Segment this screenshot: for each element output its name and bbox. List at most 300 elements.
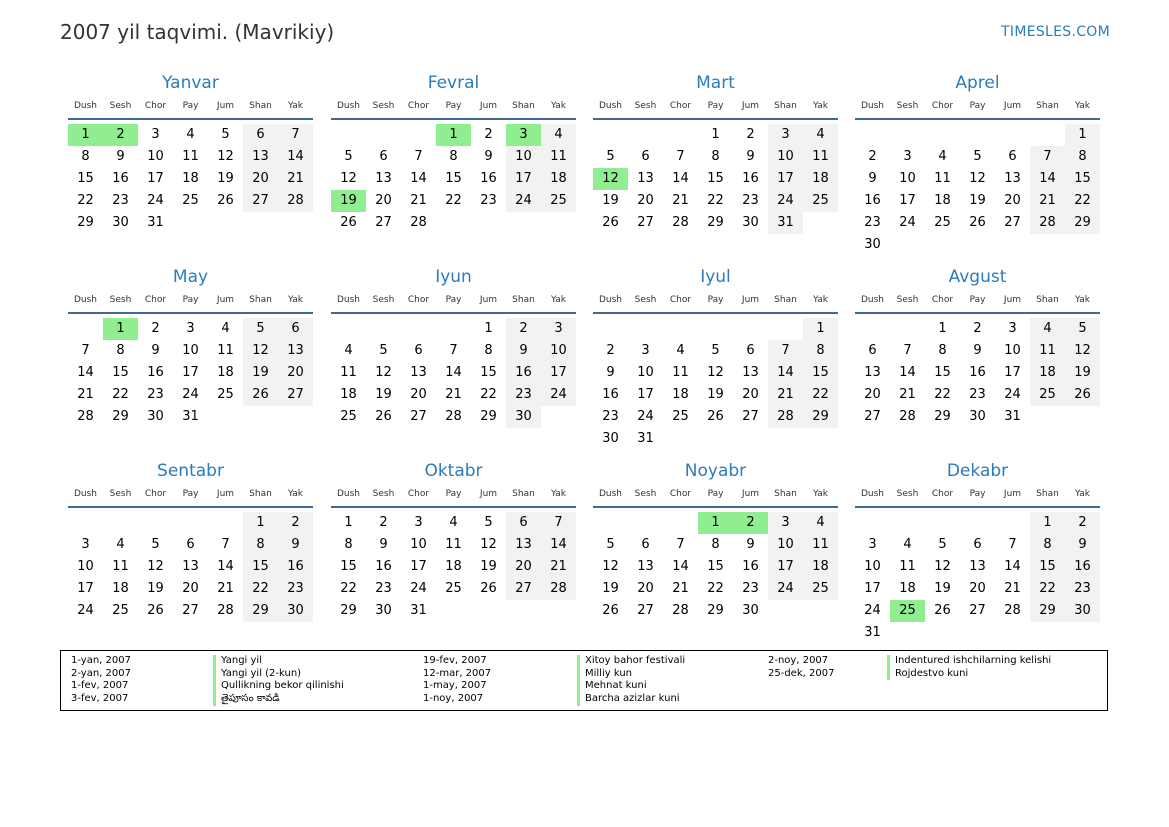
empty-cell bbox=[1030, 124, 1065, 146]
day-cell: 28 bbox=[445, 409, 462, 424]
empty-cell bbox=[331, 318, 366, 340]
day-cell: 10 bbox=[506, 146, 541, 168]
day-cell: 14 bbox=[899, 365, 916, 380]
day-cell: 24 bbox=[182, 387, 199, 402]
weekday-label: Sesh bbox=[372, 295, 395, 305]
day-cell: 3 bbox=[414, 515, 423, 530]
day-cell: 15 bbox=[707, 559, 724, 574]
empty-cell bbox=[663, 318, 698, 340]
day-cell: 27 bbox=[506, 578, 541, 600]
day-grid bbox=[68, 318, 313, 428]
holiday-dates bbox=[423, 655, 491, 706]
day-cell: 21 bbox=[217, 581, 234, 596]
month-iyun bbox=[331, 267, 576, 428]
day-cell: 15 bbox=[480, 365, 497, 380]
day-cell: 6 bbox=[186, 537, 195, 552]
day-cell: 21 bbox=[1004, 581, 1021, 596]
day-cell: 15 bbox=[707, 171, 724, 186]
weekday-label: Shan bbox=[512, 101, 535, 111]
day-cell: 15 bbox=[1030, 556, 1065, 578]
weekday-label: Dush bbox=[598, 489, 623, 499]
day-cell: 21 bbox=[672, 193, 689, 208]
day-cell: 21 bbox=[445, 387, 462, 402]
day-cell: 10 bbox=[541, 340, 576, 362]
day-cell: 3 bbox=[186, 321, 195, 336]
day-cell: 2 bbox=[973, 321, 982, 336]
day-cell: 1 bbox=[1030, 512, 1065, 534]
day-cell: 17 bbox=[864, 581, 881, 596]
day-cell: 13 bbox=[506, 534, 541, 556]
day-cell: 22 bbox=[112, 387, 129, 402]
holiday-name: Milliy kun bbox=[577, 668, 685, 681]
day-cell: 24 bbox=[410, 581, 427, 596]
day-cell: 14 bbox=[768, 362, 803, 384]
day-cell: 13 bbox=[182, 559, 199, 574]
day-cell: 17 bbox=[77, 581, 94, 596]
weekday-label: Dush bbox=[860, 295, 885, 305]
weekday-label: Chor bbox=[144, 295, 167, 305]
weekday-label: Dush bbox=[336, 489, 361, 499]
day-cell: 24 bbox=[77, 603, 94, 618]
day-cell: 6 bbox=[868, 343, 877, 358]
day-cell: 4 bbox=[903, 537, 912, 552]
day-cell: 26 bbox=[340, 215, 357, 230]
day-cell: 25 bbox=[541, 190, 576, 212]
weekday-label: Chor bbox=[144, 489, 167, 499]
day-cell: 26 bbox=[969, 215, 986, 230]
day-cell: 12 bbox=[707, 365, 724, 380]
day-grid bbox=[855, 512, 1100, 644]
day-cell: 4 bbox=[1030, 318, 1065, 340]
weekday-label: Jum bbox=[741, 101, 760, 111]
day-cell: 18 bbox=[672, 387, 689, 402]
day-cell: 18 bbox=[445, 559, 462, 574]
day-cell: 4 bbox=[344, 343, 353, 358]
day-cell: 11 bbox=[1030, 340, 1065, 362]
day-cell: 10 bbox=[182, 343, 199, 358]
day-cell: 21 bbox=[77, 387, 94, 402]
weekday-label: Pay bbox=[969, 489, 986, 499]
day-cell: 25 bbox=[340, 409, 357, 424]
holiday-name: తైపూసం కావడి bbox=[213, 693, 344, 706]
day-cell: 17 bbox=[182, 365, 199, 380]
day-cell: 20 bbox=[969, 581, 986, 596]
day-grid bbox=[855, 124, 1100, 256]
weekday-label: Yak bbox=[813, 295, 828, 305]
weekday-label: Shan bbox=[774, 295, 797, 305]
weekday-label: Pay bbox=[707, 101, 724, 111]
day-cell: 4 bbox=[803, 512, 838, 534]
day-cell: 28 bbox=[1004, 603, 1021, 618]
day-cell: 3 bbox=[541, 318, 576, 340]
day-cell: 16 bbox=[112, 171, 129, 186]
day-cell: 6 bbox=[641, 149, 650, 164]
day-cell: 20 bbox=[637, 193, 654, 208]
day-cell: 5 bbox=[938, 537, 947, 552]
month-name: Iyun bbox=[435, 267, 472, 287]
day-cell: 23 bbox=[278, 578, 313, 600]
day-cell: 24 bbox=[768, 578, 803, 600]
empty-cell bbox=[890, 512, 925, 534]
day-cell: 16 bbox=[969, 365, 986, 380]
month-noyabr bbox=[593, 461, 838, 622]
day-cell: 5 bbox=[243, 318, 278, 340]
weekday-label: Chor bbox=[407, 489, 430, 499]
day-cell: 11 bbox=[182, 149, 199, 164]
weekday-label: Jum bbox=[1003, 295, 1022, 305]
day-cell: 9 bbox=[151, 343, 160, 358]
weekday-label: Shan bbox=[1036, 101, 1059, 111]
day-cell: 9 bbox=[484, 149, 493, 164]
day-cell: 30 bbox=[147, 409, 164, 424]
day-cell: 28 bbox=[77, 409, 94, 424]
day-cell: 15 bbox=[445, 171, 462, 186]
holiday-date: 1-yan, 2007 bbox=[71, 655, 131, 666]
day-cell: 24 bbox=[147, 193, 164, 208]
holiday-day: 2 bbox=[733, 512, 768, 534]
weekday-label: Chor bbox=[931, 489, 954, 499]
holiday-name: Barcha azizlar kuni bbox=[577, 693, 685, 706]
day-cell: 28 bbox=[541, 578, 576, 600]
day-grid bbox=[855, 318, 1100, 428]
day-cell: 20 bbox=[243, 168, 278, 190]
month-name: Aprel bbox=[955, 73, 1000, 93]
empty-cell bbox=[768, 318, 803, 340]
day-cell: 26 bbox=[243, 384, 278, 406]
empty-cell bbox=[698, 318, 733, 340]
weekday-label: Jum bbox=[216, 101, 235, 111]
month-mart bbox=[593, 73, 838, 234]
day-cell: 13 bbox=[864, 365, 881, 380]
day-cell: 18 bbox=[934, 193, 951, 208]
holiday-date: 1-may, 2007 bbox=[423, 680, 487, 692]
weekday-label: Pay bbox=[182, 489, 199, 499]
day-cell: 23 bbox=[742, 581, 759, 596]
day-cell: 30 bbox=[375, 603, 392, 618]
weekday-label: Pay bbox=[182, 295, 199, 305]
weekday-label: Sesh bbox=[896, 489, 919, 499]
day-cell: 14 bbox=[77, 365, 94, 380]
day-cell: 29 bbox=[1065, 212, 1100, 234]
day-cell: 28 bbox=[899, 409, 916, 424]
day-cell: 6 bbox=[746, 343, 755, 358]
empty-cell bbox=[663, 512, 698, 534]
day-cell: 29 bbox=[77, 215, 94, 230]
day-cell: 29 bbox=[707, 215, 724, 230]
day-cell: 3 bbox=[903, 149, 912, 164]
weekday-label: Pay bbox=[707, 295, 724, 305]
day-cell: 9 bbox=[746, 149, 755, 164]
day-cell: 19 bbox=[969, 193, 986, 208]
month-name: Noyabr bbox=[684, 461, 747, 481]
day-cell: 3 bbox=[768, 512, 803, 534]
day-cell: 27 bbox=[182, 603, 199, 618]
day-cell: 5 bbox=[606, 537, 615, 552]
day-cell: 3 bbox=[768, 124, 803, 146]
day-cell: 14 bbox=[541, 534, 576, 556]
day-grid bbox=[593, 124, 838, 234]
month-dekabr bbox=[855, 461, 1100, 644]
day-cell: 7 bbox=[221, 537, 230, 552]
day-cell: 31 bbox=[1004, 409, 1021, 424]
day-cell: 29 bbox=[1030, 600, 1065, 622]
weekday-label: Shan bbox=[512, 295, 535, 305]
day-cell: 28 bbox=[768, 406, 803, 428]
day-cell: 11 bbox=[541, 146, 576, 168]
day-cell: 12 bbox=[217, 149, 234, 164]
day-cell: 10 bbox=[1004, 343, 1021, 358]
day-cell: 14 bbox=[672, 559, 689, 574]
day-cell: 18 bbox=[112, 581, 129, 596]
weekday-label: Jum bbox=[741, 295, 760, 305]
day-cell: 20 bbox=[410, 387, 427, 402]
weekday-label: Shan bbox=[1036, 295, 1059, 305]
day-cell: 19 bbox=[480, 559, 497, 574]
holiday-day: 12 bbox=[593, 168, 628, 190]
month-name: Oktabr bbox=[424, 461, 483, 481]
day-cell: 15 bbox=[934, 365, 951, 380]
day-cell: 23 bbox=[742, 193, 759, 208]
day-cell: 22 bbox=[803, 384, 838, 406]
day-cell: 16 bbox=[742, 171, 759, 186]
holiday-name: Yangi yil bbox=[213, 655, 344, 668]
day-cell: 16 bbox=[375, 559, 392, 574]
day-cell: 17 bbox=[147, 171, 164, 186]
holiday-name: Yangi yil (2-kun) bbox=[213, 668, 344, 681]
day-cell: 23 bbox=[602, 409, 619, 424]
day-cell: 27 bbox=[742, 409, 759, 424]
day-cell: 30 bbox=[112, 215, 129, 230]
day-cell: 7 bbox=[676, 537, 685, 552]
weekday-label: Pay bbox=[707, 489, 724, 499]
day-cell: 12 bbox=[243, 340, 278, 362]
day-cell: 20 bbox=[1004, 193, 1021, 208]
day-cell: 23 bbox=[480, 193, 497, 208]
holiday-names bbox=[887, 655, 1051, 680]
day-cell: 12 bbox=[934, 559, 951, 574]
month-avgust bbox=[855, 267, 1100, 428]
day-grid bbox=[331, 512, 576, 622]
day-cell: 20 bbox=[506, 556, 541, 578]
day-cell: 27 bbox=[969, 603, 986, 618]
weekday-label: Dush bbox=[860, 101, 885, 111]
day-cell: 27 bbox=[375, 215, 392, 230]
empty-cell bbox=[68, 318, 103, 340]
weekday-label: Shan bbox=[249, 295, 272, 305]
site-link[interactable]: TIMESLES.COM bbox=[1001, 24, 1110, 40]
weekday-label: Jum bbox=[1003, 489, 1022, 499]
day-cell: 4 bbox=[116, 537, 125, 552]
day-cell: 4 bbox=[449, 515, 458, 530]
day-cell: 11 bbox=[340, 365, 357, 380]
weekday-label: Pay bbox=[445, 101, 462, 111]
weekday-label: Yak bbox=[1075, 101, 1090, 111]
day-cell: 16 bbox=[864, 193, 881, 208]
day-cell: 23 bbox=[864, 215, 881, 230]
holiday-name: Mehnat kuni bbox=[577, 680, 685, 693]
empty-cell bbox=[960, 512, 995, 534]
day-cell: 1 bbox=[243, 512, 278, 534]
day-cell: 17 bbox=[768, 556, 803, 578]
holiday-date: 19-fev, 2007 bbox=[423, 655, 487, 666]
day-cell: 10 bbox=[768, 146, 803, 168]
day-cell: 19 bbox=[217, 171, 234, 186]
day-cell: 23 bbox=[506, 384, 541, 406]
day-cell: 10 bbox=[77, 559, 94, 574]
empty-cell bbox=[366, 318, 401, 340]
day-cell: 9 bbox=[868, 171, 877, 186]
day-cell: 9 bbox=[746, 537, 755, 552]
day-cell: 7 bbox=[449, 343, 458, 358]
day-cell: 12 bbox=[340, 171, 357, 186]
day-cell: 7 bbox=[414, 149, 423, 164]
holiday-name: Rojdestvo kuni bbox=[887, 668, 1051, 681]
empty-cell bbox=[960, 124, 995, 146]
empty-cell bbox=[890, 124, 925, 146]
day-cell: 24 bbox=[1004, 387, 1021, 402]
day-cell: 5 bbox=[379, 343, 388, 358]
weekday-header bbox=[68, 99, 313, 120]
day-cell: 21 bbox=[899, 387, 916, 402]
empty-cell bbox=[855, 512, 890, 534]
day-grid bbox=[68, 124, 313, 234]
day-grid bbox=[68, 512, 313, 622]
weekday-label: Pay bbox=[182, 101, 199, 111]
day-cell: 7 bbox=[768, 340, 803, 362]
day-cell: 9 bbox=[606, 365, 615, 380]
weekday-label: Yak bbox=[288, 101, 303, 111]
weekday-header bbox=[68, 487, 313, 508]
weekday-label: Yak bbox=[1075, 295, 1090, 305]
day-cell: 24 bbox=[506, 190, 541, 212]
holiday-dates bbox=[768, 655, 834, 680]
empty-cell bbox=[173, 512, 208, 534]
day-cell: 3 bbox=[1008, 321, 1017, 336]
day-cell: 8 bbox=[803, 340, 838, 362]
day-cell: 25 bbox=[112, 603, 129, 618]
month-aprel bbox=[855, 73, 1100, 256]
holiday-names bbox=[577, 655, 685, 706]
weekday-label: Dush bbox=[336, 101, 361, 111]
day-cell: 28 bbox=[410, 215, 427, 230]
day-cell: 6 bbox=[973, 537, 982, 552]
day-cell: 13 bbox=[637, 171, 654, 186]
empty-cell bbox=[593, 512, 628, 534]
day-cell: 14 bbox=[445, 365, 462, 380]
weekday-header bbox=[593, 487, 838, 508]
day-cell: 21 bbox=[541, 556, 576, 578]
empty-cell bbox=[628, 512, 663, 534]
day-cell: 10 bbox=[899, 171, 916, 186]
empty-cell bbox=[401, 318, 436, 340]
day-cell: 5 bbox=[711, 343, 720, 358]
day-cell: 11 bbox=[803, 534, 838, 556]
holiday-list bbox=[60, 650, 1108, 711]
weekday-label: Chor bbox=[931, 295, 954, 305]
day-cell: 17 bbox=[637, 387, 654, 402]
day-cell: 19 bbox=[602, 581, 619, 596]
weekday-label: Dush bbox=[73, 101, 98, 111]
day-cell: 11 bbox=[217, 343, 234, 358]
day-cell: 25 bbox=[672, 409, 689, 424]
day-cell: 9 bbox=[278, 534, 313, 556]
day-cell: 22 bbox=[340, 581, 357, 596]
month-name: Dekabr bbox=[946, 461, 1009, 481]
weekday-label: Chor bbox=[407, 295, 430, 305]
day-cell: 24 bbox=[541, 384, 576, 406]
day-cell: 31 bbox=[864, 625, 881, 640]
day-cell: 6 bbox=[243, 124, 278, 146]
holiday-day: 3 bbox=[506, 124, 541, 146]
day-cell: 7 bbox=[676, 149, 685, 164]
weekday-header bbox=[855, 293, 1100, 314]
day-cell: 12 bbox=[1065, 340, 1100, 362]
day-cell: 7 bbox=[541, 512, 576, 534]
month-oktabr bbox=[331, 461, 576, 622]
day-cell: 21 bbox=[768, 384, 803, 406]
weekday-label: Shan bbox=[774, 489, 797, 499]
day-cell: 22 bbox=[707, 581, 724, 596]
day-cell: 1 bbox=[484, 321, 493, 336]
day-cell: 18 bbox=[1030, 362, 1065, 384]
day-cell: 9 bbox=[379, 537, 388, 552]
day-cell: 13 bbox=[278, 340, 313, 362]
day-cell: 7 bbox=[903, 343, 912, 358]
day-cell: 1 bbox=[711, 127, 720, 142]
weekday-label: Dush bbox=[336, 295, 361, 305]
day-cell: 29 bbox=[480, 409, 497, 424]
weekday-label: Sesh bbox=[109, 295, 132, 305]
day-cell: 28 bbox=[672, 215, 689, 230]
empty-cell bbox=[593, 318, 628, 340]
holiday-date: 2-yan, 2007 bbox=[71, 667, 131, 679]
day-cell: 16 bbox=[742, 559, 759, 574]
day-cell: 27 bbox=[637, 215, 654, 230]
weekday-label: Yak bbox=[813, 101, 828, 111]
day-cell: 22 bbox=[934, 387, 951, 402]
day-cell: 14 bbox=[1004, 559, 1021, 574]
day-cell: 8 bbox=[243, 534, 278, 556]
day-cell: 29 bbox=[803, 406, 838, 428]
empty-cell bbox=[628, 124, 663, 146]
day-cell: 30 bbox=[278, 600, 313, 622]
weekday-label: Chor bbox=[407, 101, 430, 111]
day-cell: 11 bbox=[112, 559, 129, 574]
month-name: Mart bbox=[696, 73, 735, 93]
day-cell: 15 bbox=[77, 171, 94, 186]
day-cell: 23 bbox=[969, 387, 986, 402]
weekday-label: Sesh bbox=[634, 101, 657, 111]
day-cell: 27 bbox=[410, 409, 427, 424]
empty-cell bbox=[925, 124, 960, 146]
weekday-label: Jum bbox=[479, 489, 498, 499]
day-cell: 10 bbox=[864, 559, 881, 574]
day-cell: 18 bbox=[182, 171, 199, 186]
month-yanvar bbox=[68, 73, 313, 234]
day-cell: 10 bbox=[410, 537, 427, 552]
day-cell: 8 bbox=[344, 537, 353, 552]
day-cell: 6 bbox=[1008, 149, 1017, 164]
day-cell: 19 bbox=[1065, 362, 1100, 384]
day-cell: 2 bbox=[278, 512, 313, 534]
day-cell: 30 bbox=[742, 215, 759, 230]
day-cell: 1 bbox=[938, 321, 947, 336]
holiday-name: Qullikning bekor qilinishi bbox=[213, 680, 344, 693]
day-cell: 17 bbox=[768, 168, 803, 190]
day-cell: 29 bbox=[707, 603, 724, 618]
day-cell: 14 bbox=[278, 146, 313, 168]
day-cell: 25 bbox=[803, 190, 838, 212]
